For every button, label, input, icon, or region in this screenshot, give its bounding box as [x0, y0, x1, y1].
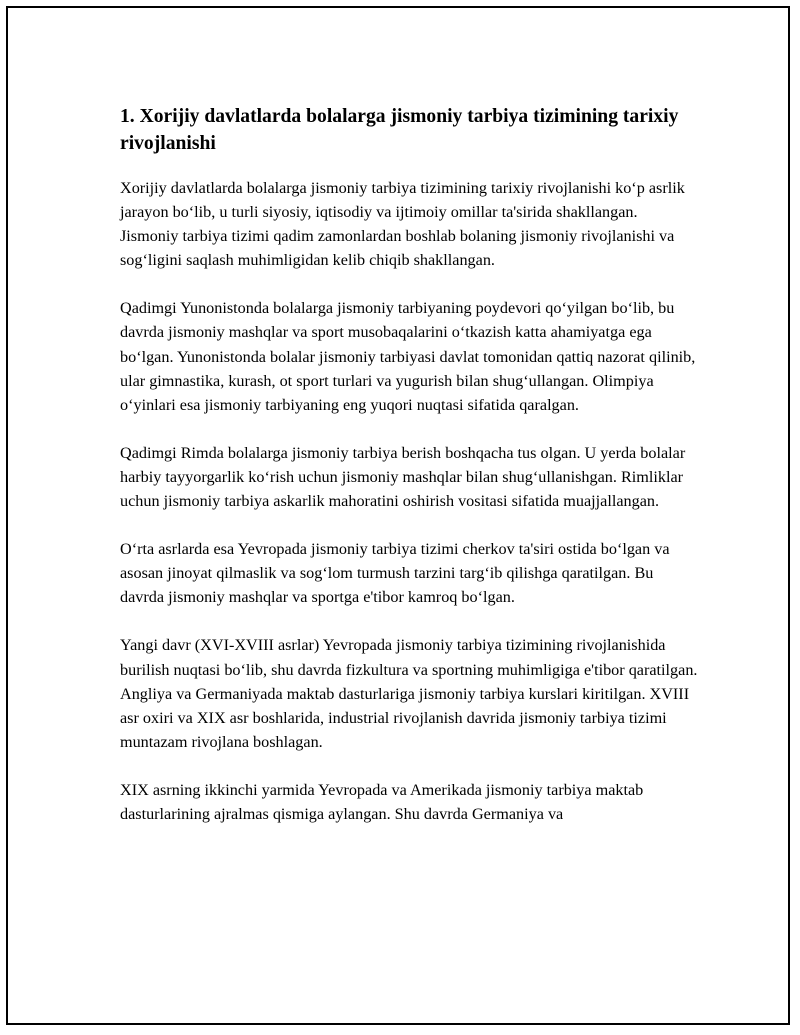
paragraph: XIX asrning ikkinchi yarmida Yevropada va Amerikada jismoniy tarbiya maktab dasturlarining ajralmas qismiga aylangan. Shu davrda Germaniya va: [120, 780, 644, 823]
section-heading: 1. Xorijiy davlatlarda bolalarga jismoniy tarbiya tizimining tarixiy rivojlanishi: [120, 106, 679, 154]
paragraph: Qadimgi Rimda bolalarga jismoniy tarbiya berish boshqacha tus olgan. U yerda bolalar harbiy tayyorgarlik ko‘rish uchun jismoniy mashqlar bilan shug‘ullanishgan. Rimliklar uchun jismoniy tarbiya askarlik mahoratini oshirish vositasi sifatida muajjallangan.: [120, 443, 686, 511]
paragraph: Qadimgi Yunonistonda bolalarga jismoniy tarbiyaning poydevori qo‘yilgan bo‘lib, bu davrda jismoniy mashqlar va sport musobaqalarini o‘tkazish katta ahamiyatga ega bo‘lgan. Yunonistonda bolalar jismoniy tarbiyasi davlat tomonidan qattiq nazorat qilinib, ular gimnastika, kurash, ot sport turlari va yugurish bilan shug‘ullangan. Olimpiya o‘yinlari esa jismoniy tarbiyaning eng yuqori nuqtasi sifatida qaralgan.: [120, 299, 696, 414]
document-body: [120, 103, 700, 850]
paragraph: O‘rta asrlarda esa Yevropada jismoniy tarbiya tizimi cherkov ta'siri ostida bo‘lgan va asosan jinoyat qilmaslik va sog‘lom turmush tarzini targ‘ib qilishga qaratilgan. Bu davrda jismoniy mashqlar va sportga e'tibor kamroq bo‘lgan.: [120, 540, 670, 607]
paragraph: Yangi davr (XVI-XVIII asrlar) Yevropada jismoniy tarbiya tizimining rivojlanishida burilish nuqtasi bo‘lib, shu davrda fizkultura va sportning muhimligiga e'tibor qaratilgan. Angliya va Germaniyada maktab dasturlariga jismoniy tarbiya kurslari kiritilgan. XVIII asr oxiri va XIX asr boshlarida, industrial rivojlanish davrida jismoniy tarbiya tizimi muntazam rivojlana boshlagan.: [120, 636, 698, 751]
paragraph: Xorijiy davlatlarda bolalarga jismoniy tarbiya tizimining tarixiy rivojlanishi ko‘p asrlik jarayon bo‘lib, u turli siyosiy, iqtisodiy va ijtimoiy omillar ta'sirida shakllangan. Jismoniy tarbiya tizimi qadim zamonlardan boshlab bolaning jismoniy rivojlanishi va sog‘ligini saqlash muhimligidan kelib chiqib shakllangan.: [120, 179, 685, 270]
page-frame: [6, 6, 790, 1025]
